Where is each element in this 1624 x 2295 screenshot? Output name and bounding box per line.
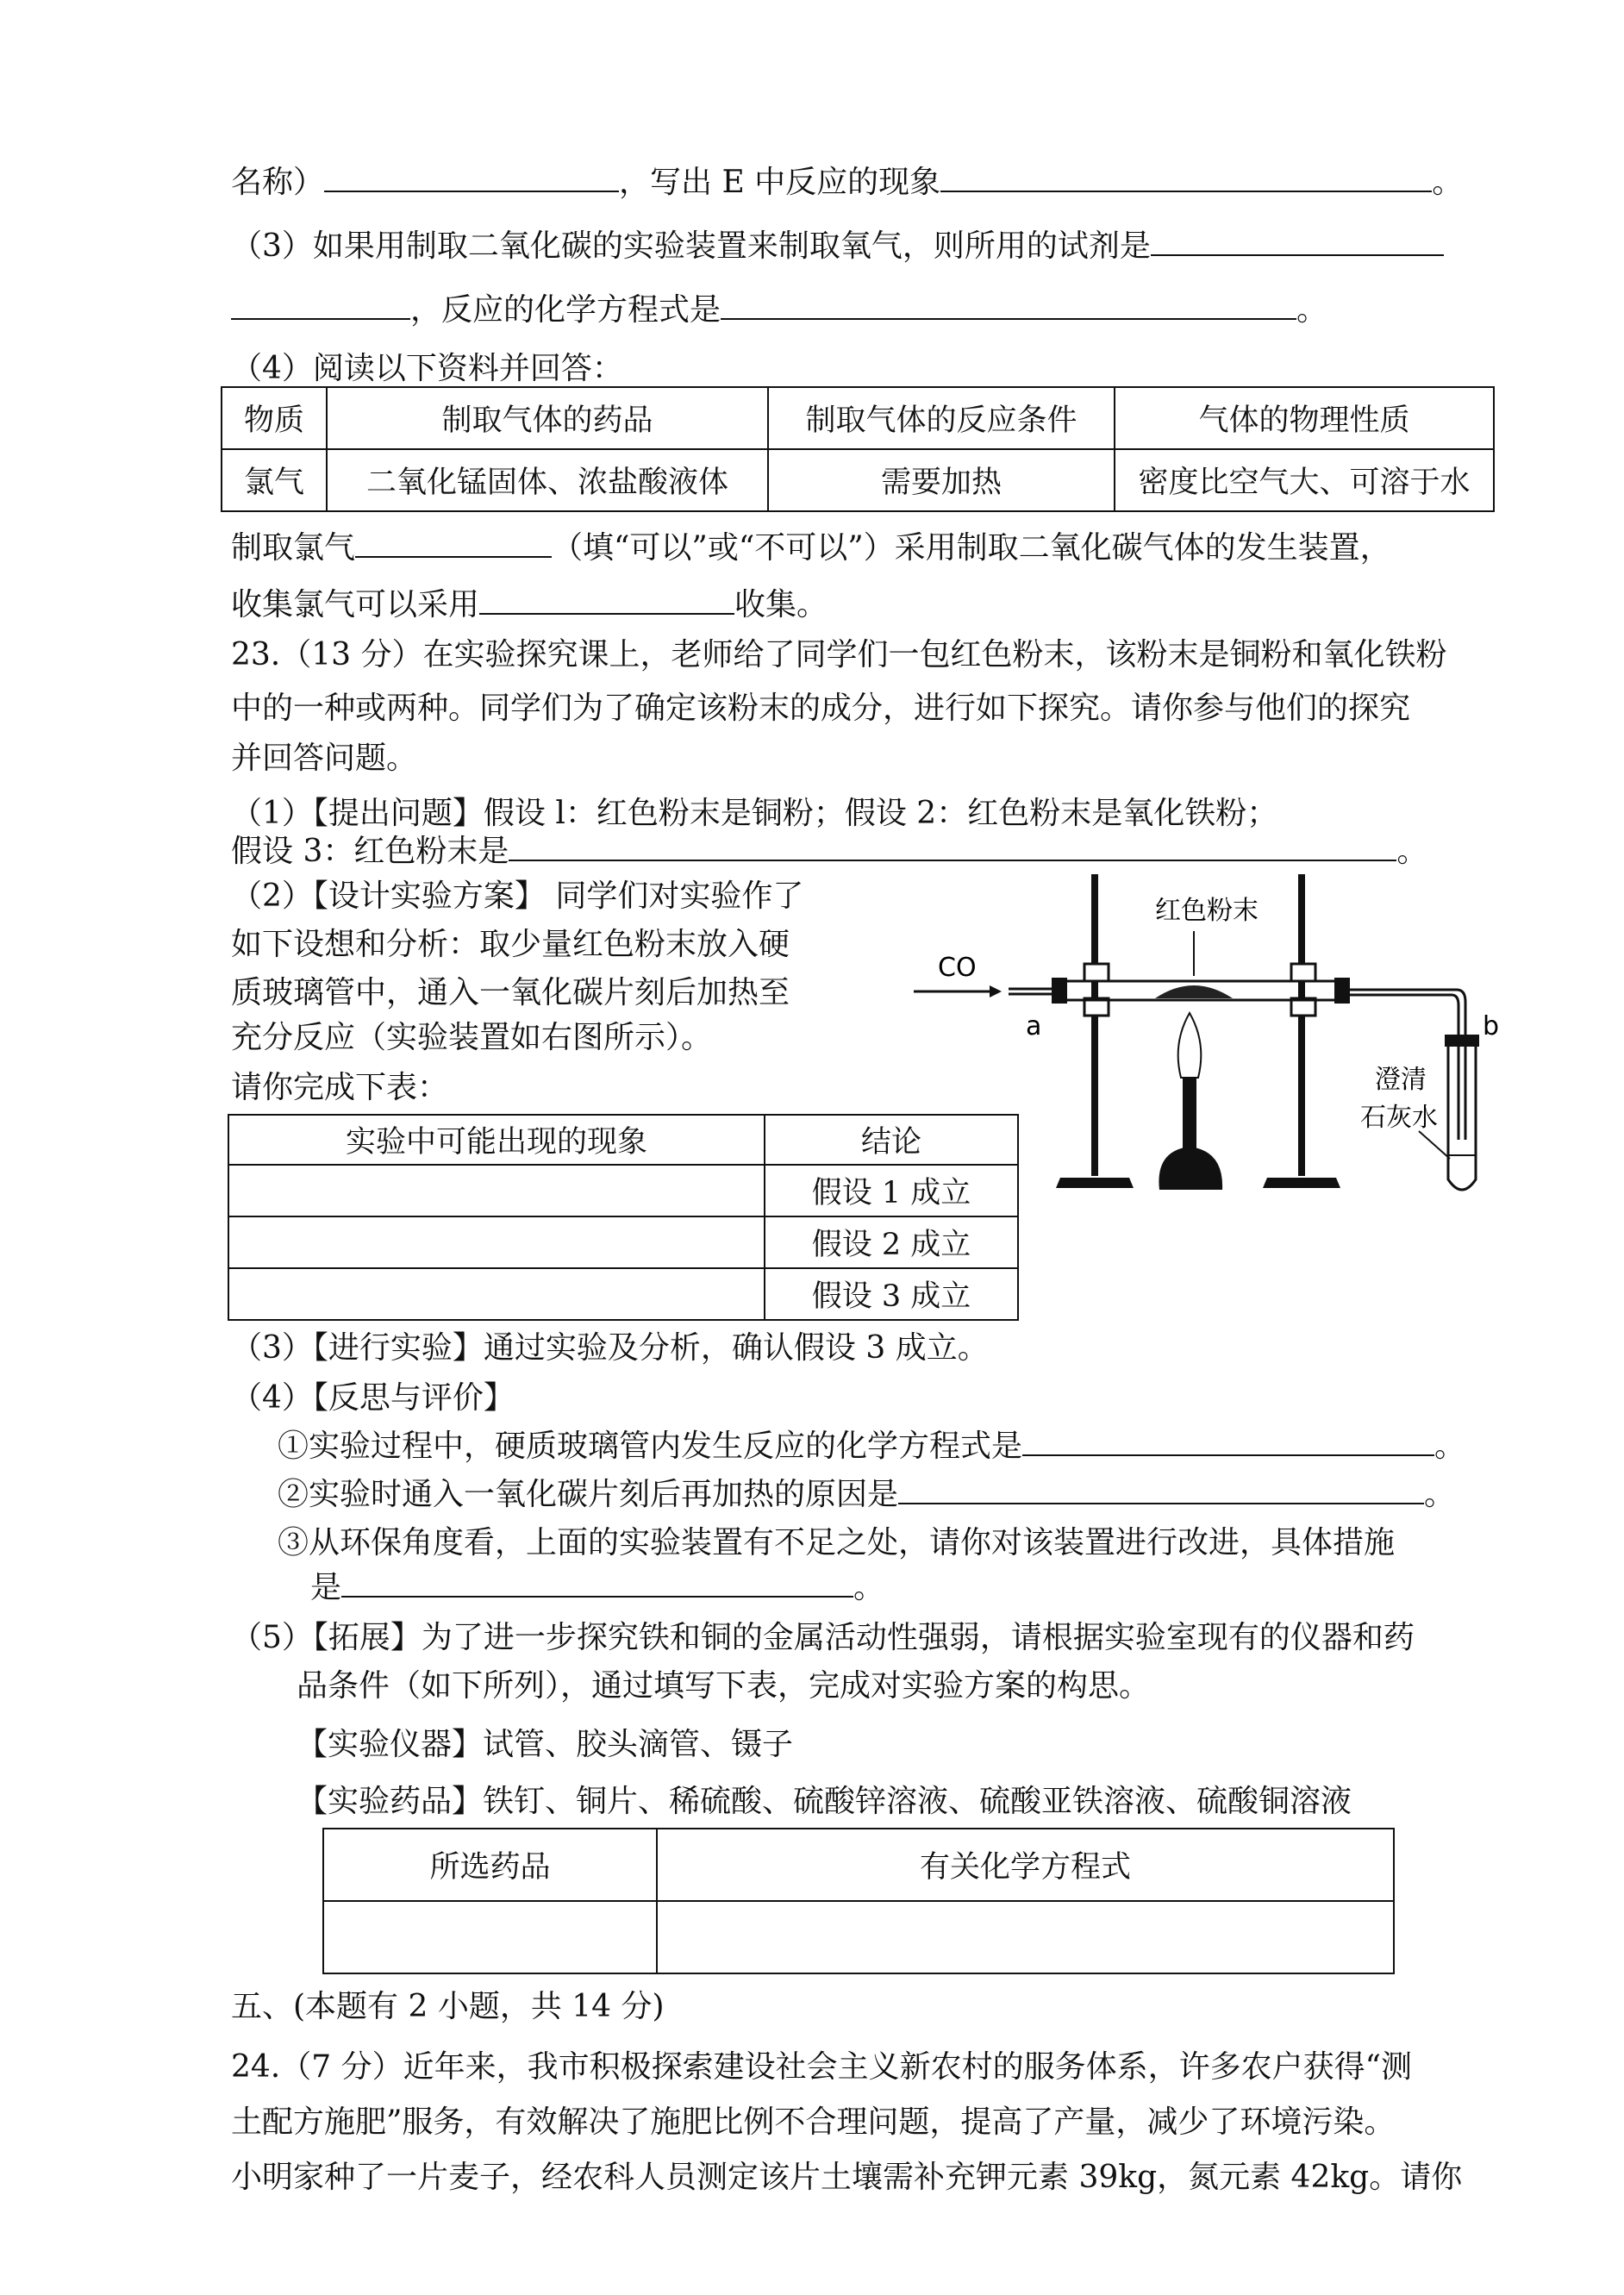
q24-line1: 24.（7 分）近年来，我市积极探索建设社会主义新农村的服务体系，许多农户获得“测 [231,2049,1413,2085]
q24-line2: 土配方施肥”服务，有效解决了施肥比例不合理问题，提高了产量，减少了环境污染。 [231,2104,1396,2140]
q22-line4: （4）阅读以下资料并回答： [231,351,623,386]
section-5-heading: 五、(本题有 2 小题，共 14 分) [231,1989,665,2024]
q23-part4-3b: 是 。 [310,1570,885,1605]
q23-part2-3: 质玻璃管中，通入一氧化碳片刻后加热至 [231,975,790,1010]
q22-line5: 制取氯气 （填“可以”或“不可以”）采用制取二氧化碳气体的发生装置， [231,530,1391,566]
q23-part2-5: 请你完成下表： [231,1070,449,1105]
q23-part4: （4）【反思与评价】 [231,1380,515,1416]
q23-part2-4: 充分反应（实验装置如右图所示）。 [231,1020,713,1055]
right-stand-rod [1298,874,1305,1176]
powder-label: 红色粉末 [1155,896,1259,926]
answer-blank[interactable] [898,1475,1424,1504]
answer-blank[interactable] [341,1568,853,1598]
left-clamp [1084,964,1109,981]
table-header: 实验中可能出现的现象 [228,1115,765,1165]
experiment-plan-table [322,1828,1395,1974]
q23-part2-1: （2）【设计实验方案】 同学们对实验作了 [231,879,804,914]
alcohol-lamp [1159,1147,1222,1190]
q23-part2-2: 如下设想和分析：取少量红色粉末放入硬 [231,927,790,962]
left-stopper [1052,978,1067,1004]
left-stand-rod [1091,874,1098,1176]
q23-instruments: 【实验仪器】试管、胶头滴管、镊子 [297,1727,794,1762]
q23-intro-1: 23.（13 分）在实验探究课上，老师给了同学们一包红色粉末，该粉末是铜粉和氧化铁粉 [231,637,1447,672]
limewater-label-2: 石灰水 [1360,1103,1438,1133]
q23-intro-3: 并回答问题。 [231,741,418,776]
answer-cell[interactable] [228,1165,765,1216]
q22-line3: ，反应的化学方程式是 。 [231,290,1327,331]
table-header: 气体的物理性质 [1115,387,1494,449]
red-powder [1155,985,1233,998]
table-header: 结论 [765,1115,1018,1165]
lamp-wick-tube [1183,1078,1196,1155]
answer-blank[interactable] [324,163,619,192]
q22-line6: 收集氯气可以采用 收集。 [231,587,828,622]
answer-blank[interactable] [721,291,1296,320]
answer-blank[interactable] [1151,227,1444,256]
table-cell: 密度比空气大、可溶于水 [1115,449,1494,511]
table-header: 制取气体的药品 [327,387,768,449]
table-header: 有关化学方程式 [657,1829,1394,1901]
table-header: 所选药品 [323,1829,657,1901]
answer-cell[interactable] [323,1901,657,1973]
table-cell: 二氧化锰固体、浓盐酸液体 [327,449,768,511]
arrow-head-icon [990,985,1002,997]
limewater-leader-line [1419,1131,1450,1159]
q22-line2: （3）如果用制取二氧化碳的实验装置来制取氧气，则所用的试剂是 [231,226,1444,267]
chlorine-table [221,386,1495,512]
q23-part5-1: （5）【拓展】为了进一步探究铁和铜的金属活动性强弱，请根据实验室现有的仪器和药 [231,1620,1415,1655]
q23-part4-1: ①实验过程中，硬质玻璃管内发生反应的化学方程式是 。 [278,1429,1466,1464]
table-cell: 需要加热 [768,449,1115,511]
answer-blank[interactable] [1022,1427,1434,1456]
q23-reagents: 【实验药品】铁钉、铜片、稀硫酸、硫酸锌溶液、硫酸亚铁溶液、硫酸铜溶液 [297,1784,1352,1819]
outlet-label-b: b [1483,1011,1500,1041]
right-stand-base [1263,1178,1340,1188]
co-label: CO [938,953,977,983]
answer-blank[interactable] [509,832,1396,861]
limewater-label-1: 澄清 [1375,1065,1427,1095]
left-stand-base [1056,1178,1134,1188]
table-header: 制取气体的反应条件 [768,387,1115,449]
q24-line3: 小明家种了一片麦子，经农科人员测定该片土壤需补充钾元素 39kg，氮元素 42kg。请你 [231,2160,1463,2195]
answer-blank[interactable] [940,163,1432,192]
table-cell: 假设 3 成立 [765,1268,1018,1320]
flame-icon [1178,1013,1202,1078]
q23-intro-2: 中的一种或两种。同学们为了确定该粉末的成分，进行如下探究。请你参与他们的探究 [231,691,1411,726]
q23-part1: （1）【提出问题】假设 l：红色粉末是铜粉；假设 2：红色粉末是氧化铁粉； [231,796,1278,831]
q23-part5-2: 品条件（如下所列），通过填写下表，完成对实验方案的构思。 [297,1668,1151,1704]
test-tube-stopper [1445,1035,1479,1047]
answer-blank[interactable] [479,585,734,615]
answer-blank[interactable] [231,291,410,320]
right-clamp [1291,964,1315,981]
q23-part4-3: ③从环保角度看，上面的实验装置有不足之处，请你对该装置进行改进，具体措施 [278,1525,1396,1560]
table-cell: 氯气 [222,449,327,511]
answer-cell[interactable] [657,1901,1394,1973]
answer-cell[interactable] [228,1216,765,1268]
inlet-label-a: a [1026,1011,1042,1041]
table-header: 物质 [222,387,327,449]
q23-part1-hyp3: 假设 3：红色粉末是 。 [231,834,1428,869]
answer-blank[interactable] [355,528,552,558]
answer-cell[interactable] [228,1268,765,1320]
q22-line1: 名称） ，写出 E 中反应的现象 。 [231,165,1464,200]
q23-part3: （3）【进行实验】通过实验及分析，确认假设 3 成立。 [231,1330,989,1366]
q23-part4-2: ②实验时通入一氧化碳片刻后再加热的原因是 。 [278,1477,1456,1512]
limewater-test-tube [1448,1040,1476,1190]
table-cell: 假设 1 成立 [765,1165,1018,1216]
table-cell: 假设 2 成立 [765,1216,1018,1268]
co-reduction-apparatus [896,862,1517,1207]
